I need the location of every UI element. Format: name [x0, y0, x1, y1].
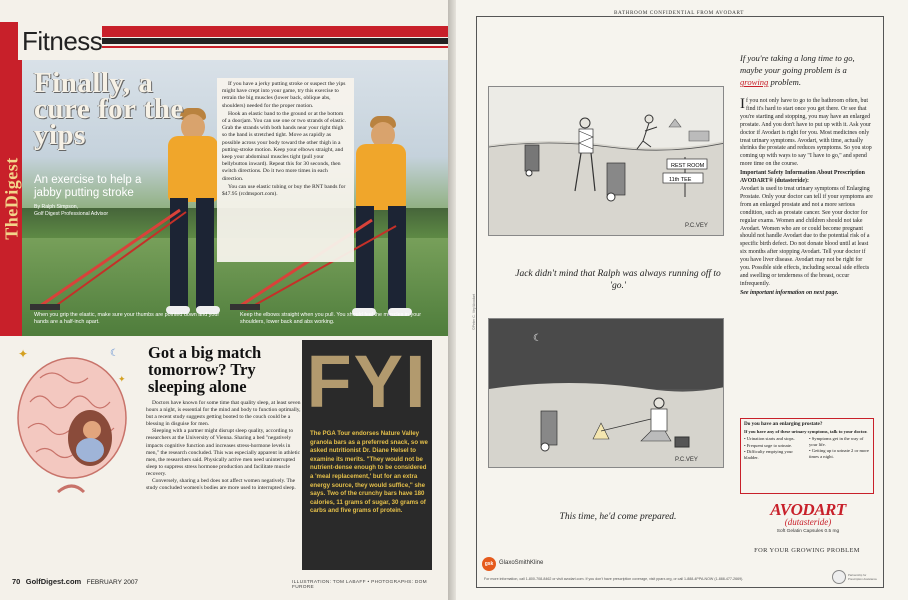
cartoon-1-signature: P.C.VEY: [685, 223, 708, 229]
ad-tagline: FOR YOUR GROWING PROBLEM: [754, 547, 860, 554]
generic-name: (dutasteride): [784, 517, 832, 527]
gsk-logo-icon: gsk: [482, 557, 496, 571]
svg-text:☾: ☾: [533, 333, 542, 344]
symptoms-col-1: • Urination starts and stops. • Frequent urge to urinate. • Difficulty emptying your bladder.: [744, 436, 795, 460]
see-next-page: See important information on next page.: [740, 289, 839, 296]
avodart-logo: [756, 502, 860, 534]
ppa-seal-text: Partnership for Prescription Assistance: [848, 573, 877, 581]
growing-word: growing: [740, 77, 769, 87]
footer-site: GolfDigest.com: [25, 577, 82, 586]
sleep-headline: Got a big match tomorrow? Try sleeping alone: [148, 343, 262, 396]
symptoms-question: If you have any of these urinary symptoms, talk to your doctor.: [744, 428, 868, 434]
header-stripe-dark: [102, 38, 448, 44]
cartoon-2-drawing: [489, 319, 724, 468]
dosage: Soft Gelatin Capsules 0.5 mg: [776, 529, 840, 534]
safety-title: Important Safety Information About Prescription AVODART® (dutasteride):: [740, 170, 865, 185]
brand-name: AVODART: [770, 500, 846, 519]
fine-print: For more information, call 1-800-708-8462 or visit avodart.com. If you don't have prescription coverage, visit pparx.org, or call 1-888-4PPA-NOW (1-888-477-2669).: [484, 577, 744, 581]
company-name: GlaxoSmithKline: [499, 560, 544, 566]
section-title: Fitness: [22, 26, 103, 56]
cartoon-1-caption: Jack didn't mind that Ralph was always running off to 'go.': [515, 269, 721, 291]
article-subhead: An exercise to help a jabby putting stroke: [34, 174, 142, 199]
cartoon-2: [488, 318, 724, 468]
page-footer: [12, 577, 138, 586]
article-headline: Finally, a cure for the yips: [34, 67, 184, 151]
section-red-bar: [0, 22, 18, 60]
cartoon-credit: ©Peter C. Vey/Avodart: [472, 293, 476, 330]
header-stripe-thin: [102, 46, 448, 48]
svg-text:✦: ✦: [118, 374, 126, 384]
article-byline: By Ralph Simpson, Golf Digest Professional Advisor: [34, 204, 109, 217]
sign-11th-tee: 11th TEE: [669, 177, 692, 183]
svg-text:✦: ✦: [18, 347, 29, 361]
sleep-body: Doctors have known for some time that quality sleep, at least seven hours a night, is essential for the mind and body to function optimally, but a recent study suggests getting booted to the couch could be a blessing in disguise for men. Sleeping with a partner might disrupt sleep quality, according to researchers at the University of Vienna. Sharing a bed "negatively impacts cognitive function and increases stress-hormone levels in men," the research concluded. This was especially apparent in athletic men, the researchers said. Physically active men need uninterrupted sleep to suppress stress hormone production and facilitate muscle recovery. Conversely, sharing a bed does not affect women negatively. The study concluded women's bodies are more used to interrupted sleep.: [146, 400, 301, 492]
symptoms-box: [740, 418, 874, 494]
cartoon-2-signature: P.C.VEY: [675, 457, 698, 463]
safety-text: Avodart is used to treat urinary symptoms of Enlarging Prostate. Only your doctor can tell if your symptoms are from an enlarged prostate and not a more serious condition, such as prostate cancer. See your doctor for regular exams. Women and children should not take Avodart. Women who are or could become pregnant should not handle Avodart due to the potential risk of a specific birth defect. Do not donate blood until at least six months after stopping Avodart. Tell your doctor if you have liver disease. Avodart may not be right for you. Possible side effects, including sexual side effects and swelling or tenderness of the breast, occur infrequently.: [740, 185, 873, 287]
article-text: If you have a jerky putting stroke or suspect the yips might have crept into your game, try this exercise to retrain the big muscles (lower back, oblique abs, shoulders) needed for the proper motion. Hook an elastic band to the ground or at the bottom of a doorjam. You can use one or two strands of elastic. Grab the strands with both hands near your right thigh so the band is stretched tight. Move as rapidly as possible across your body toward the other thigh in a putting-stroke motion. Keep your elbows straight, and keep your abdominal muscles tight (pull your bellybutton inward). Repeat this for 30 seconds, then switch directions. Do it two more times in each direction. You can use elastic tubing or buy the RNT bands for $47.95 (rcdmsport.com).: [217, 78, 354, 262]
digest-sidetab: TheDigest: [0, 60, 22, 336]
footer-date: FEBRUARY 2007: [86, 579, 139, 586]
photo-caption-1: When you grip the elastic, make sure your thumbs are pointed down and your hands are a half-inch apart.: [34, 312, 220, 325]
cartoon-1: [488, 86, 724, 236]
cartoon-2-caption: This time, he'd come prepared.: [559, 512, 677, 522]
page-number: 70: [12, 577, 21, 586]
ppa-seal-icon: [832, 570, 846, 584]
photo-caption-2: Keep the elbows straight when you pull. You should feel the muscles in your shoulders, lower back and abs working.: [240, 312, 421, 325]
fyi-text: The PGA Tour endorses Nature Valley granola bars as a preferred snack, so we asked nutritionist Dr. Diane Helsel to examine its merits. "They would not be nutrient-dense enough to be considered a 'meal replacement,' but for an extra energy source, they would suffice," she says. Two of the crunchy bars have 180 calories, 11 grams of sugar, 30 grams of carbs and five grams of protein.: [310, 430, 428, 515]
fyi-title: FYI: [306, 340, 428, 423]
fyi-box: [302, 340, 432, 570]
photo-credits: ILLUSTRATION: TOM LABAFF • PHOTOGRAPHS: DOM FURORE: [292, 580, 427, 590]
drop-cap: I: [740, 96, 745, 112]
symptoms-title: Do you have an enlarging prostate?: [744, 421, 823, 427]
left-page: [0, 0, 448, 600]
header-stripe: [102, 26, 448, 37]
cartoon-1-drawing: [489, 87, 724, 236]
spine-gutter: [448, 0, 456, 600]
ad-body: If you not only have to go to the bathroom often, but find it's hard to start once you get there. Or see that you're starting and stopping, you may have an enlarged prostate. And you don't have to put up with it. Ask your doctor if Avodart is right for you. Most medicines only treat urinary symptoms. Avodart, with time, actually shrinks the prostate and reduces symptoms. So you stop coming up with ways to say "I have to go," and spend more time on the course. Important Safety Information About Prescription AVODART® (dutasteride): Avodart is used to treat urinary symptoms of Enlarging Prostate. Only your doctor can tell if your symptoms are from an enlarged prostate and not a more serious condition, such as prostate cancer. See your doctor for regular exams. Women and children should not take Avodart. Women who are or could become pregnant should not handle Avodart due to the potential risk of a specific birth defect. Do not donate blood until at least six months after stopping Avodart. Tell your doctor if you have liver disease. Avodart may not be right for you. Possible side effects, including sexual side effects and swelling or tenderness of the breast, occur infrequently. See important information on next page.: [740, 96, 873, 296]
svg-text:☾: ☾: [110, 348, 119, 359]
section-header: [0, 22, 448, 60]
brain-illustration: [10, 342, 130, 502]
sign-rest-room: REST ROOM: [671, 163, 705, 169]
ad-title: If you're taking a long time to go, maybe your going problem is a growing problem.: [740, 53, 855, 87]
ad-header: BATHROOM CONFIDENTIAL FROM AVODART: [610, 10, 748, 16]
symptoms-col-2: • Symptoms get in the way of your life. • Getting up to urinate 2 or more times a night.: [809, 436, 869, 459]
